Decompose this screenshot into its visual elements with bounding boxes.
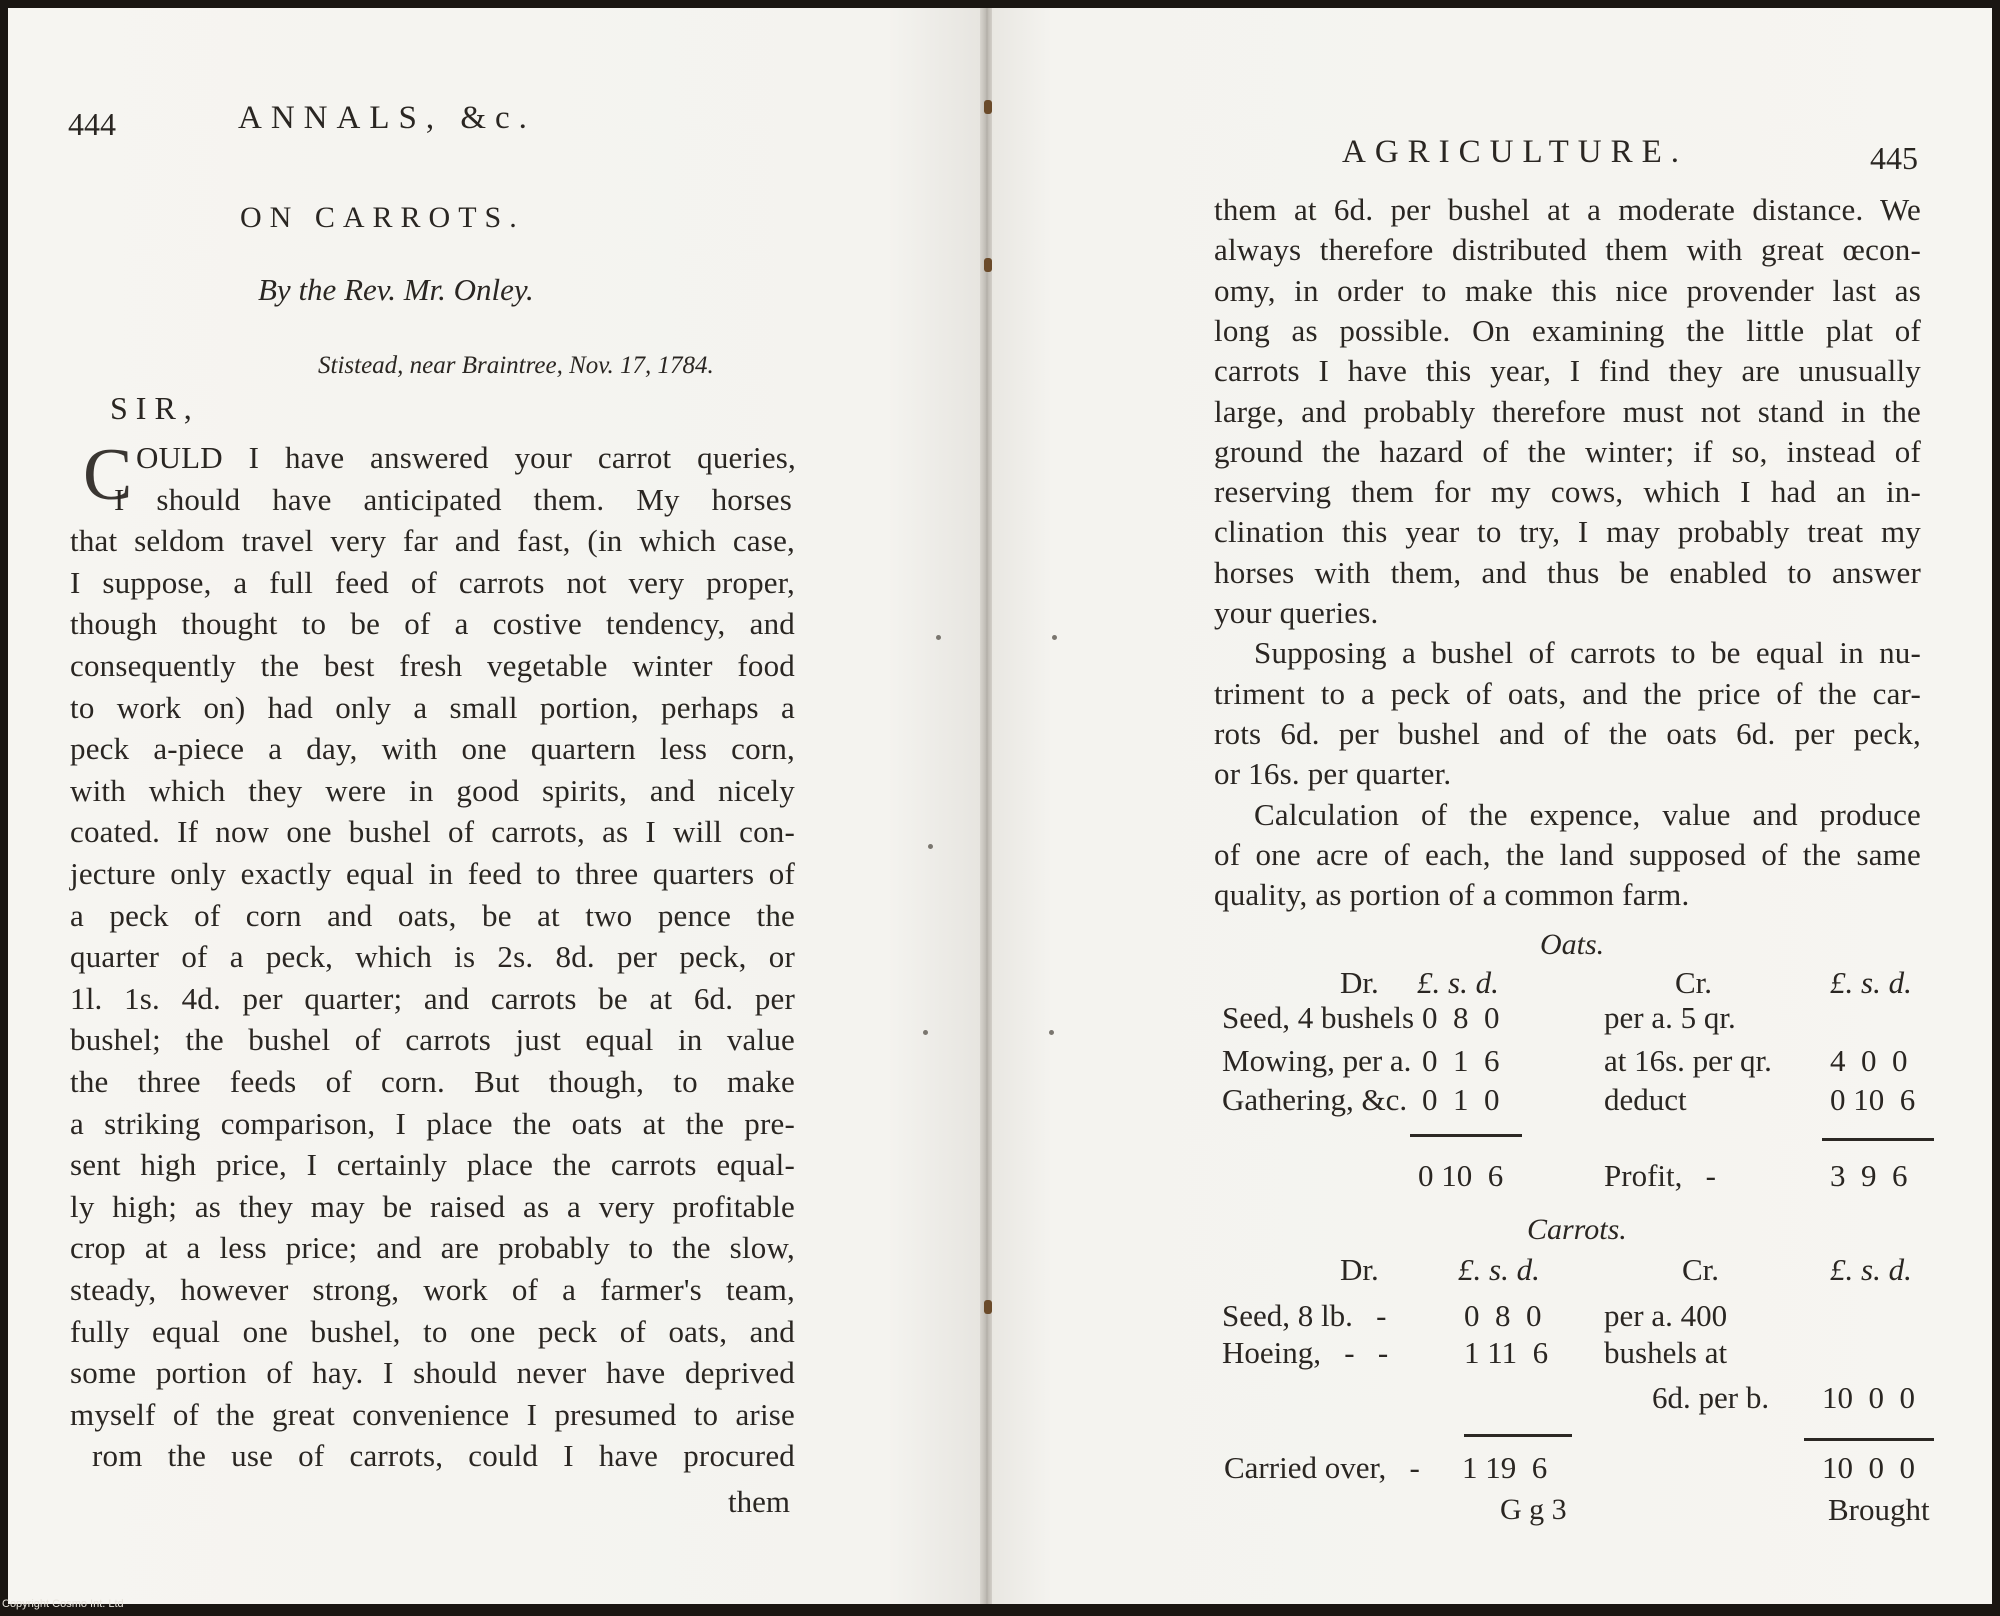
left-body-line: to work on) had only a small portion, perhaps a <box>70 689 795 725</box>
left-body-line: a peck of corn and oats, be at two pence the <box>70 897 795 933</box>
binding-stitch <box>984 100 992 114</box>
left-body-line: rom the use of carrots, could I have procured <box>92 1438 795 1474</box>
left-catchword: them <box>728 1484 790 1519</box>
page-speck <box>1049 1030 1054 1035</box>
oats-row-cr-label: deduct <box>1604 1082 1687 1117</box>
carrots-row-amount: 1 11 6 <box>1464 1335 1549 1370</box>
left-body-line: I should have anticipated them. My horses <box>114 481 792 517</box>
oats-row-label: Seed, 4 bushels <box>1222 1000 1415 1035</box>
carrots-cr-total-rule <box>1804 1438 1934 1441</box>
right-body-line: omy, in order to make this nice provender last as <box>1214 272 1921 308</box>
left-body-line: the three feeds of corn. But though, to make <box>70 1064 795 1099</box>
left-body-line: with which they were in good spirits, and nicely <box>70 772 795 808</box>
left-body-line: 1l. 1s. 4d. per quarter; and carrots be at 6d. per <box>70 980 795 1016</box>
carrots-row-cr-label: 6d. per b. <box>1652 1380 1770 1415</box>
carrots-row-cr-label: bushels at <box>1604 1335 1728 1370</box>
carried-over-amount: 1 19 6 <box>1462 1450 1548 1485</box>
oats-profit-rule <box>1822 1138 1934 1141</box>
right-body-line: long as possible. On examining the little plat of <box>1214 312 1921 348</box>
oats-row-label: Mowing, per a. <box>1222 1043 1412 1078</box>
right-body-line: quality, as portion of a common farm. <box>1214 877 1690 913</box>
binding-stitch <box>984 258 992 272</box>
oats-row-label: Gathering, &c. <box>1222 1082 1408 1117</box>
copyright-notice: Copyright Cosmo Int. Ltd <box>2 1598 124 1610</box>
left-body-line: that seldom travel very far and fast, (in which case, <box>70 523 795 559</box>
page-speck <box>923 1030 928 1035</box>
carrots-dr-label: Dr. <box>1340 1252 1379 1287</box>
carried-over-label: Carried over, - <box>1224 1450 1420 1485</box>
left-body-line: steady, however strong, work of a farmer's team, <box>70 1272 795 1307</box>
carrots-row-cr-label: per a. 400 <box>1604 1298 1728 1333</box>
oats-row-cr-label: at 16s. per qr. <box>1604 1043 1772 1078</box>
right-body-line: Calculation of the expence, value and produce <box>1254 796 1921 832</box>
oats-profit: 3 9 6 <box>1830 1158 1908 1193</box>
right-body-line: always therefore distributed them with great œcon- <box>1214 232 1921 268</box>
right-body-line: them at 6d. per bushel at a moderate distance. We <box>1214 192 1921 227</box>
oats-total-rule <box>1410 1134 1522 1137</box>
oats-row-cr-label: per a. 5 qr. <box>1604 1000 1736 1035</box>
right-body-line: triment to a peck of oats, and the price of the car- <box>1214 675 1921 711</box>
right-body-line: reserving them for my cows, which I had an in- <box>1214 474 1921 510</box>
left-body-line: coated. If now one bushel of carrots, as I will con- <box>70 814 795 850</box>
oats-profit-label: Profit, - <box>1604 1158 1716 1193</box>
left-body-line: consequently the best fresh vegetable winter food <box>70 648 795 683</box>
left-body-line: some portion of hay. I should never have deprived <box>70 1355 795 1391</box>
left-body-line: I suppose, a full feed of carrots not very proper, <box>70 564 795 600</box>
left-body-line: peck a-piece a day, with one quartern less corn, <box>70 731 795 767</box>
left-page <box>8 8 986 1604</box>
left-body-line: bushel; the bushel of carrots just equal in value <box>70 1022 795 1058</box>
left-body-line: sent high price, I certainly place the carrots equal- <box>70 1147 795 1183</box>
oats-row-amount: 0 1 6 <box>1422 1043 1500 1078</box>
right-body-line: horses with them, and thus be enabled to answer <box>1214 554 1921 590</box>
left-body-line: a striking comparison, I place the oats at the pre- <box>70 1105 795 1141</box>
left-body-line: fully equal one bushel, to one peck of oats, and <box>70 1313 795 1349</box>
left-body-line: quarter of a peck, which is 2s. 8d. per peck, or <box>70 939 795 975</box>
right-body-line: clination this year to try, I may probably treat my <box>1214 514 1921 550</box>
left-page-number: 444 <box>68 106 116 142</box>
oats-lsd-header: £. s. d. <box>1417 965 1499 1000</box>
right-body-line: or 16s. per quarter. <box>1214 756 1452 792</box>
right-body-line: of one acre of each, the land supposed of the same <box>1214 836 1921 872</box>
carrots-row-cr-amount: 10 0 0 <box>1822 1380 1915 1415</box>
oats-heading: Oats. <box>1540 928 1605 961</box>
carrots-lsd-header: £. s. d. <box>1458 1252 1540 1287</box>
carrots-lsd-cr-header: £. s. d. <box>1830 1252 1912 1287</box>
page-speck <box>936 635 941 640</box>
left-body-line: though thought to be of a costive tendency, and <box>70 606 795 642</box>
carrots-total-rule <box>1464 1434 1572 1437</box>
oats-total: 0 10 6 <box>1418 1158 1504 1193</box>
carrots-row-label: Hoeing, - - <box>1222 1335 1389 1370</box>
carrots-row-amount: 0 8 0 <box>1464 1298 1542 1333</box>
page-speck <box>1052 635 1057 640</box>
right-body-line: your queries. <box>1214 595 1379 630</box>
carrots-cr-label: Cr. <box>1682 1252 1720 1287</box>
signature-mark: G g 3 <box>1500 1493 1567 1526</box>
brought-amount: 10 0 0 <box>1822 1450 1915 1485</box>
oats-lsd-cr-header: £. s. d. <box>1830 965 1912 1000</box>
left-body-line: OULD I have answered your carrot queries, <box>136 440 796 475</box>
right-catchword: Brought <box>1828 1492 1930 1527</box>
salutation: SIR, <box>110 390 200 426</box>
oats-row-cr-amount: 0 10 6 <box>1830 1082 1916 1117</box>
right-body-line: carrots I have this year, I find they are unusually <box>1214 353 1921 389</box>
article-title: ON CARROTS. <box>240 201 525 234</box>
left-body-line: myself of the great convenience I presumed to arise <box>70 1396 795 1432</box>
byline: By the Rev. Mr. Onley. <box>258 272 534 307</box>
oats-dr-label: Dr. <box>1340 965 1379 1000</box>
right-running-head: AGRICULTURE. <box>1342 134 1689 170</box>
right-body-line: ground the hazard of the winter; if so, instead of <box>1214 433 1921 469</box>
binding-stitch <box>984 1300 992 1314</box>
carrots-heading: Carrots. <box>1527 1213 1627 1246</box>
oats-row-amount: 0 8 0 <box>1422 1000 1500 1035</box>
drop-cap: C <box>83 434 133 516</box>
right-page <box>992 8 1992 1604</box>
page-speck <box>928 844 933 849</box>
right-page-number: 445 <box>1870 140 1918 176</box>
left-body-line: jecture only exactly equal in feed to three quarters of <box>70 856 795 891</box>
left-body-line: ly high; as they may be raised as a very profitable <box>70 1188 795 1224</box>
right-body-line: rots 6d. per bushel and of the oats 6d. per peck, <box>1214 715 1921 751</box>
oats-row-amount: 0 1 0 <box>1422 1082 1500 1117</box>
dateline: Stistead, near Braintree, Nov. 17, 1784. <box>318 352 714 379</box>
right-body-line: Supposing a bushel of carrots to be equal in nu- <box>1254 635 1921 671</box>
carrots-row-label: Seed, 8 lb. - <box>1222 1298 1387 1333</box>
left-running-head: ANNALS, &c. <box>238 100 536 136</box>
oats-cr-label: Cr. <box>1675 965 1713 1000</box>
left-body-line: crop at a less price; and are probably to the slow, <box>70 1230 795 1266</box>
right-body-line: large, and probably therefore must not stand in the <box>1214 393 1921 429</box>
oats-row-cr-amount: 4 0 0 <box>1830 1043 1908 1078</box>
